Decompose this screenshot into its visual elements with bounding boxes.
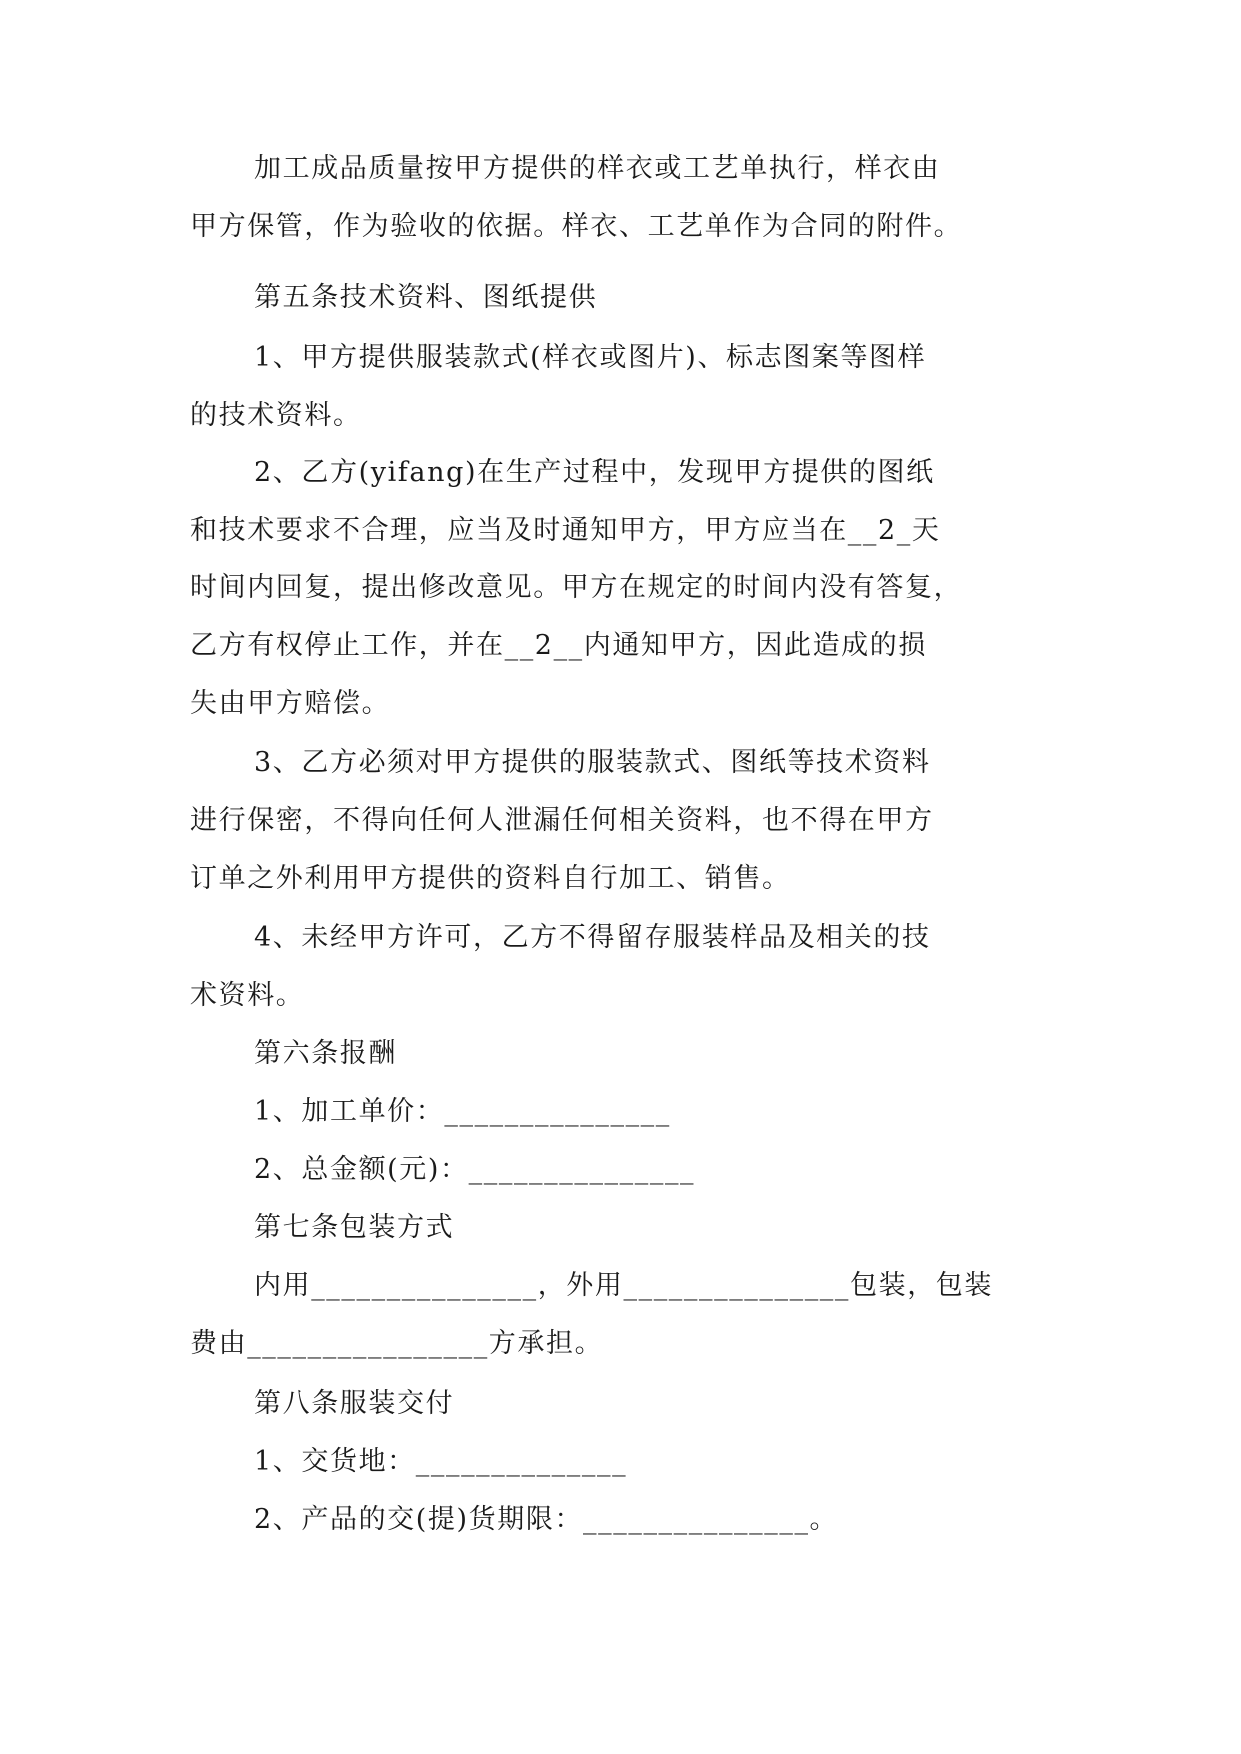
article-5-item-3-line-2: 进行保密，不得向任何人泄漏任何相关资料，也不得在甲方 xyxy=(190,805,934,836)
article-5-heading: 第五条技术资料、图纸提供 xyxy=(254,282,598,313)
article-8-heading: 第八条服装交付 xyxy=(254,1388,455,1419)
article-6-total-amount: 2、总金额(元)：_______________ xyxy=(254,1154,696,1185)
article-6-heading: 第六条报酬 xyxy=(254,1038,397,1069)
article-5-item-2-line-5: 失由甲方赔偿。 xyxy=(190,688,391,719)
article-5-item-3-line-3: 订单之外利用甲方提供的资料自行加工、销售。 xyxy=(190,863,791,894)
article-5-item-1-line-2: 的技术资料。 xyxy=(190,400,362,431)
article-5-item-4-line-2: 术资料。 xyxy=(190,980,305,1011)
article-5-item-2-line-3: 时间内回复，提出修改意见。甲方在规定的时间内没有答复， xyxy=(190,572,963,603)
article-5-item-2-line-2: 和技术要求不合理，应当及时通知甲方，甲方应当在__2_天 xyxy=(190,515,941,546)
article-5-item-2-line-4: 乙方有权停止工作，并在__2__内通知甲方，因此造成的损 xyxy=(190,630,927,661)
article-6-unit-price: 1、加工单价：_______________ xyxy=(254,1096,671,1127)
article-7-heading: 第七条包装方式 xyxy=(254,1212,455,1243)
article-5-item-1-line-1: 1、甲方提供服装款式(样衣或图片)、标志图案等图样 xyxy=(254,342,927,373)
article-7-packaging-line-1: 内用_______________，外用_______________包装，包装 xyxy=(254,1270,993,1301)
article-8-delivery-place: 1、交货地：______________ xyxy=(254,1446,628,1477)
article-5-item-4-line-1: 4、未经甲方许可，乙方不得留存服装样品及相关的技 xyxy=(254,922,931,953)
clause-4-quality-line-1: 加工成品质量按甲方提供的样衣或工艺单执行，样衣由 xyxy=(254,153,941,184)
article-5-item-2-line-1: 2、乙方(yifang)在生产过程中，发现甲方提供的图纸 xyxy=(254,457,935,488)
article-8-delivery-deadline: 2、产品的交(提)货期限：_______________。 xyxy=(254,1504,839,1535)
article-5-item-3-line-1: 3、乙方必须对甲方提供的服装款式、图纸等技术资料 xyxy=(254,747,931,778)
clause-4-quality-line-2: 甲方保管，作为验收的依据。样衣、工艺单作为合同的附件。 xyxy=(190,211,963,242)
article-7-packaging-line-2: 费由________________方承担。 xyxy=(190,1328,604,1359)
